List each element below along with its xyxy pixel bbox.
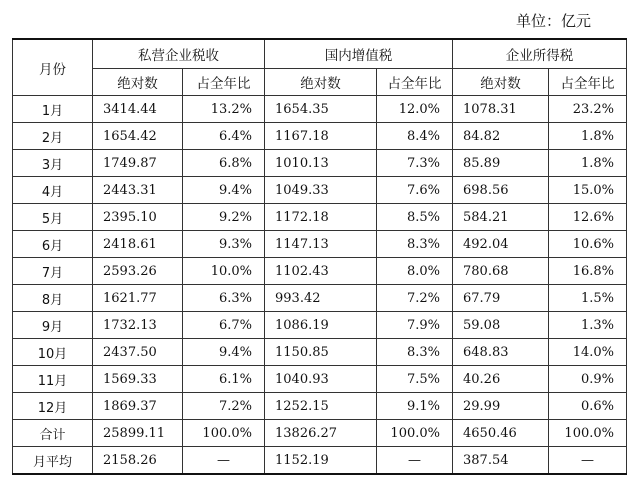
vat-share-cell: 7.5%	[377, 366, 453, 393]
private-share-cell: 6.3%	[183, 285, 265, 312]
private-share-cell: 6.7%	[183, 312, 265, 339]
vat-abs-cell: 1167.18	[265, 123, 377, 150]
cit-abs-cell: 4650.46	[453, 420, 549, 447]
private-share-cell: 6.8%	[183, 150, 265, 177]
cit-abs-cell: 59.08	[453, 312, 549, 339]
month-cell: 2月	[13, 123, 93, 150]
private-abs-cell: 3414.44	[93, 96, 183, 123]
private-abs-cell: 1732.13	[93, 312, 183, 339]
cit-share-cell: 0.6%	[549, 393, 627, 420]
cit-share-cell: 0.9%	[549, 366, 627, 393]
vat-share-cell: 8.3%	[377, 339, 453, 366]
private-share-cell: 7.2%	[183, 393, 265, 420]
cit-share-cell: 1.3%	[549, 312, 627, 339]
table-row	[13, 312, 627, 339]
header-private-abs: 绝对数	[93, 69, 183, 96]
cit-abs-cell: 67.79	[453, 285, 549, 312]
vat-abs-cell: 1654.35	[265, 96, 377, 123]
private-abs-cell: 1749.87	[93, 150, 183, 177]
private-abs-cell: 2395.10	[93, 204, 183, 231]
header-private-share: 占全年比	[183, 69, 265, 96]
cit-share-cell: 1.8%	[549, 123, 627, 150]
private-abs-cell: 1654.42	[93, 123, 183, 150]
table-row	[13, 366, 627, 393]
table-row	[13, 420, 627, 447]
cit-abs-cell: 387.54	[453, 447, 549, 475]
table-row	[13, 447, 627, 475]
cit-abs-cell: 1078.31	[453, 96, 549, 123]
private-share-cell: 9.2%	[183, 204, 265, 231]
month-cell: 4月	[13, 177, 93, 204]
vat-abs-cell: 1010.13	[265, 150, 377, 177]
unit-label: 单位：亿元	[516, 12, 592, 30]
table-row	[13, 393, 627, 420]
month-cell: 3月	[13, 150, 93, 177]
private-abs-cell: 2443.31	[93, 177, 183, 204]
vat-abs-cell: 1172.18	[265, 204, 377, 231]
header-cit-share: 占全年比	[549, 69, 627, 96]
vat-share-cell: 7.3%	[377, 150, 453, 177]
month-cell: 月平均	[13, 447, 93, 475]
table-row	[13, 285, 627, 312]
cit-abs-cell: 84.82	[453, 123, 549, 150]
month-cell: 11月	[13, 366, 93, 393]
cit-abs-cell: 648.83	[453, 339, 549, 366]
vat-share-cell: 12.0%	[377, 96, 453, 123]
month-cell: 12月	[13, 393, 93, 420]
cit-share-cell: 1.8%	[549, 150, 627, 177]
cit-share-cell: 100.0%	[549, 420, 627, 447]
header-month: 月份	[13, 39, 93, 96]
month-cell: 10月	[13, 339, 93, 366]
month-cell: 9月	[13, 312, 93, 339]
cit-abs-cell: 584.21	[453, 204, 549, 231]
private-abs-cell: 2158.26	[93, 447, 183, 475]
vat-share-cell: 7.9%	[377, 312, 453, 339]
private-share-cell: 13.2%	[183, 96, 265, 123]
private-abs-cell: 1869.37	[93, 393, 183, 420]
private-share-cell: 9.3%	[183, 231, 265, 258]
cit-abs-cell: 780.68	[453, 258, 549, 285]
vat-abs-cell: 1086.19	[265, 312, 377, 339]
cit-share-cell: 10.6%	[549, 231, 627, 258]
table-row	[13, 204, 627, 231]
header-vat-abs: 绝对数	[265, 69, 377, 96]
month-cell: 8月	[13, 285, 93, 312]
vat-share-cell: 7.2%	[377, 285, 453, 312]
table-row	[13, 123, 627, 150]
private-share-cell: 10.0%	[183, 258, 265, 285]
vat-share-cell: 8.5%	[377, 204, 453, 231]
month-cell: 5月	[13, 204, 93, 231]
cit-share-cell: 14.0%	[549, 339, 627, 366]
month-cell: 7月	[13, 258, 93, 285]
vat-share-cell: 8.3%	[377, 231, 453, 258]
vat-abs-cell: 1147.13	[265, 231, 377, 258]
cit-share-cell: 12.6%	[549, 204, 627, 231]
vat-share-cell: 8.4%	[377, 123, 453, 150]
private-share-cell: 6.1%	[183, 366, 265, 393]
private-share-cell: 6.4%	[183, 123, 265, 150]
cit-abs-cell: 85.89	[453, 150, 549, 177]
table-row	[13, 258, 627, 285]
private-abs-cell: 2593.26	[93, 258, 183, 285]
private-share-cell: 100.0%	[183, 420, 265, 447]
month-cell: 6月	[13, 231, 93, 258]
private-abs-cell: 2418.61	[93, 231, 183, 258]
cit-abs-cell: 698.56	[453, 177, 549, 204]
vat-abs-cell: 1102.43	[265, 258, 377, 285]
vat-share-cell: 9.1%	[377, 393, 453, 420]
vat-abs-cell: 1049.33	[265, 177, 377, 204]
vat-abs-cell: 993.42	[265, 285, 377, 312]
cit-share-cell: 15.0%	[549, 177, 627, 204]
header-cit-abs: 绝对数	[453, 69, 549, 96]
cit-abs-cell: 492.04	[453, 231, 549, 258]
table-body	[13, 96, 627, 475]
table-row	[13, 96, 627, 123]
cit-abs-cell: 29.99	[453, 393, 549, 420]
tax-table	[12, 38, 627, 475]
vat-share-cell: —	[377, 447, 453, 475]
vat-abs-cell: 1152.19	[265, 447, 377, 475]
private-abs-cell: 2437.50	[93, 339, 183, 366]
cit-share-cell: 1.5%	[549, 285, 627, 312]
private-abs-cell: 1621.77	[93, 285, 183, 312]
cit-abs-cell: 40.26	[453, 366, 549, 393]
vat-share-cell: 100.0%	[377, 420, 453, 447]
private-abs-cell: 1569.33	[93, 366, 183, 393]
header-private-tax: 私营企业税收	[93, 39, 265, 69]
month-cell: 1月	[13, 96, 93, 123]
vat-share-cell: 7.6%	[377, 177, 453, 204]
private-share-cell: —	[183, 447, 265, 475]
vat-abs-cell: 13826.27	[265, 420, 377, 447]
vat-abs-cell: 1252.15	[265, 393, 377, 420]
vat-share-cell: 8.0%	[377, 258, 453, 285]
header-vat-share: 占全年比	[377, 69, 453, 96]
header-corporate-income-tax: 企业所得税	[453, 39, 627, 69]
private-abs-cell: 25899.11	[93, 420, 183, 447]
table-row	[13, 150, 627, 177]
cit-share-cell: —	[549, 447, 627, 475]
private-share-cell: 9.4%	[183, 177, 265, 204]
vat-abs-cell: 1150.85	[265, 339, 377, 366]
private-share-cell: 9.4%	[183, 339, 265, 366]
cit-share-cell: 16.8%	[549, 258, 627, 285]
table-row	[13, 339, 627, 366]
table-row	[13, 231, 627, 258]
vat-abs-cell: 1040.93	[265, 366, 377, 393]
header-vat: 国内增值税	[265, 39, 453, 69]
month-cell: 合计	[13, 420, 93, 447]
table-row	[13, 177, 627, 204]
cit-share-cell: 23.2%	[549, 96, 627, 123]
